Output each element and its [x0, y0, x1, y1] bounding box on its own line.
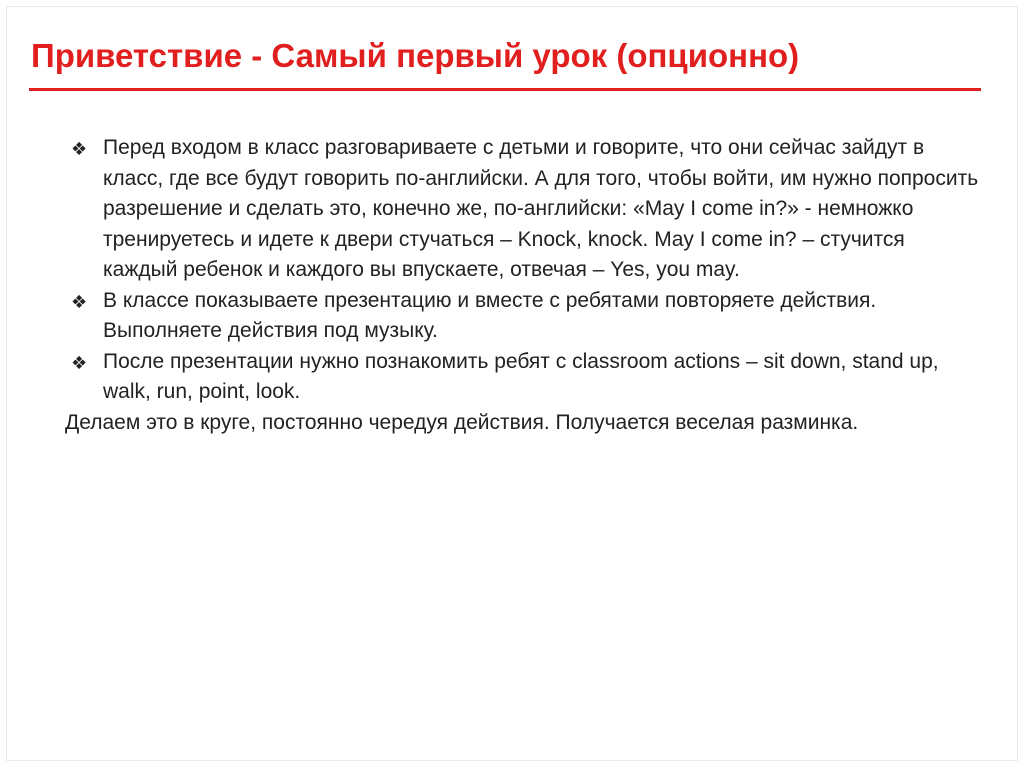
title-underline	[29, 88, 981, 91]
bullet-item-presentation	[65, 286, 985, 347]
bullet-text: В классе показываете презентацию и вместе с ребятами повторяете действия. Выполняете действия под музыку.	[103, 288, 877, 342]
diamond-bullet-icon: ❖	[71, 352, 88, 373]
slide-title: Приветствие - Самый первый урок (опционно)	[31, 37, 800, 74]
diamond-bullet-icon: ❖	[71, 291, 88, 312]
bullet-text: Перед входом в класс разговариваете с детьми и говорите, что они сейчас зайдут в класс, где все будут говорить по-английски. А для того, чтобы войти, им нужно попросить разрешение и сделать это, конечно же, по-английски: «May I come in?» - немножко тренируетесь и идете к двери стучаться – Knock, knock. May I come in? – стучится каждый ребенок и каждого вы впускаете, отвечая – Yes, you may.	[103, 136, 979, 281]
slide-body	[65, 133, 985, 438]
bullet-item-greeting	[65, 133, 985, 286]
bullet-text: После презентации нужно познакомить ребят с classroom actions – sit down, stand up, walk, run, point, look.	[103, 349, 939, 403]
diamond-bullet-icon: ❖	[71, 139, 88, 159]
closing-paragraph: Делаем это в круге, постоянно чередуя действия. Получается веселая разминка.	[65, 410, 859, 434]
bullet-item-classroom-actions	[65, 347, 985, 408]
slide	[6, 6, 1018, 761]
